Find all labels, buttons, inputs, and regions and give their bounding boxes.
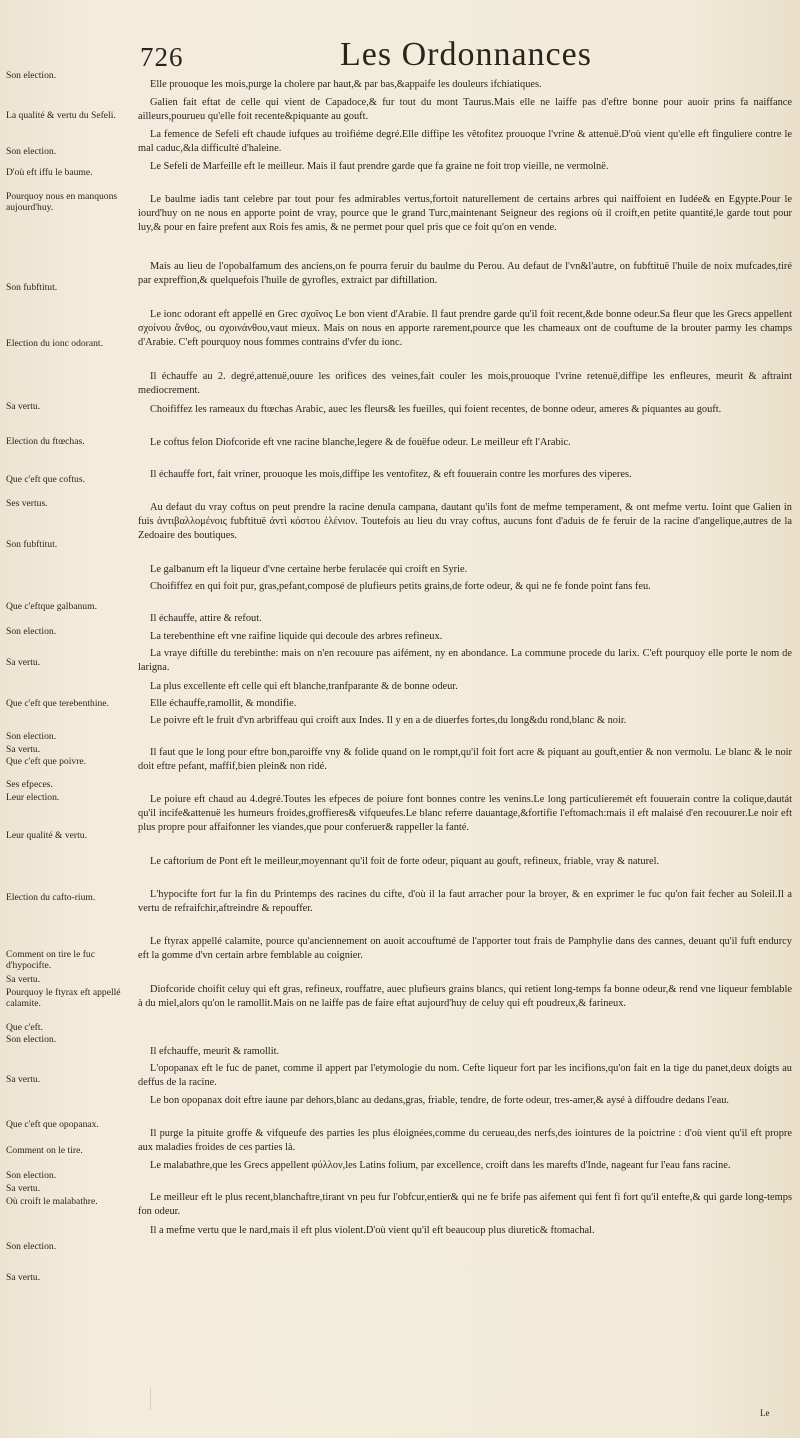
catchword: Le [760, 1408, 770, 1418]
paragraph: Le bon opopanax doit eftre iaune par dehors,blanc au dedans,gras, friable, tendre, de forte odeur, tres-amer,& aysé à diffoudre dedans l'eau. [150, 1095, 730, 1106]
margin-note: Que c'eft que poivre. [6, 756, 87, 767]
margin-note: Election du ftœchas. [6, 436, 85, 447]
paragraph: Elle échauffe,ramollit, & mondifie. [150, 698, 297, 709]
margin-note: Sa vertu. [6, 1183, 41, 1194]
margin-note: Sa vertu. [6, 657, 41, 668]
paragraph: Le caftorium de Pont eft le meilleur,moyennant qu'il foit de forte odeur, piquant au gouft, refineux, friable, vray & naturel. [150, 856, 660, 867]
paragraph: Il échauffe, attire & refout. [150, 613, 262, 624]
margin-note: La qualité & vertu du Sefeli. [6, 110, 116, 121]
paragraph: Au defaut du vray coftus on peut prendre la racine denula campana, dautant qu'ils font de mefme temperament, & ont mefme vertu. Ioint que Galien in fuis ἀντιβαλλομένοις fubftituë ἀντὶ κόστου ἑλένιον. Toutefois au lieu du vray coftus, aucuns font d'aduis de fe feruir de la racine d'angelique,autres de la Zedoaire des boutiques. [138, 502, 792, 541]
margin-note: Pourquoy le ftyrax eft appellé calamite. [6, 987, 121, 1009]
paragraph: La vraye diftille du terebinthe: mais on n'en recouure pas aifément, ny en abondance. La commune procede du larix. C'eft pourquoy elle porte le nom de larigna. [138, 648, 792, 673]
margin-note: Son election. [6, 626, 57, 637]
paper-mark [150, 1388, 157, 1410]
margin-note: Que c'eft que terebenthine. [6, 698, 109, 709]
paragraph: Le poiure eft chaud au 4.degré.Toutes les efpeces de poiure font bonnes contre les venins.Le long particulieremét eft fouuerain contre la colique,dautát qu'il incife&attenuë les humeurs froides,groffieres& vifqueufes.Le blanc referre dauantage,&fortifie l'eftomach:mais il eft malaisé d'en recouurer.Le noir eft plus propre pour affaifonner les viandes,que pour conferuer& rappeller la fanté. [138, 794, 792, 833]
margin-note: Election du cafto-rium. [6, 892, 96, 903]
paragraph: Le ftyrax appellé calamite, pource qu'anciennement on auoit accouftumé de l'apporter tout frais de Pamphylie dans des cannes, deuant qu'il fuft endurcy eft la gomme d'vn certain arbre femblable au coignier. [138, 936, 792, 961]
margin-note: Ses efpeces. [6, 779, 53, 790]
margin-note: D'où eft iffu le baume. [6, 167, 93, 178]
paragraph: Le galbanum eft la liqueur d'vne certaine herbe ferulacée qui croift en Syrie. [150, 564, 468, 575]
margin-note: Election du ionc odorant. [6, 338, 103, 349]
paragraph: Le malabathre,que les Grecs appellent φύλλον,les Latins folium, par excellence, croift dans les marefts d'Inde, nageant fur l'eau fans racine. [150, 1160, 731, 1171]
paragraph: Le poivre eft le fruit d'vn arbriffeau qui croift aux Indes. Il y en a de diuerfes fortes,du long&du rond,blanc & noir. [150, 715, 627, 726]
paragraph: Diofcoride choifit celuy qui eft gras, refineux, rouffatre, auec plufieurs grains blancs, qui retient long-temps fa bonne odeur,& rend vne liqueur femblable à du miel,alors qu'on le ramollit.Mais on ne laiffe pas de faire eftat aujourd'huy de celuy qui eft poudreux,& farineux. [138, 984, 792, 1009]
paragraph: Mais au lieu de l'opobalfamum des anciens,on fe pourra feruir du baulme du Perou. Au defaut de l'vn&l'autre, on fubftituë l'huile de noix mufcades,tiré par expreffion,& quelquefois l'huile de gyrofles, extraict par diftillation. [138, 261, 792, 286]
page-number: 726 [140, 42, 184, 72]
paragraph: Il efchauffe, meurit & ramollit. [150, 1046, 280, 1057]
main-text [138, 78, 792, 1418]
margin-notes [6, 62, 134, 1422]
paragraph: Galien fait eftat de celle qui vient de Capadoce,& fur tout du mont Taurus.Mais elle ne laiffe pas d'eftre bonne pour auoir prins fa naiffance ailleurs,pourueu qu'elle foit recente&piquante au gouft. [138, 97, 792, 122]
margin-note: Que c'eftque galbanum. [6, 601, 97, 612]
running-title: Les Ordonnances [340, 36, 592, 73]
paragraph: La plus excellente eft celle qui eft blanche,tranfparante & de bonne odeur. [150, 681, 458, 692]
margin-note: Que c'eft que opopanax. [6, 1119, 99, 1130]
paragraph: Le baulme iadis tant celebre par tout pour fes admirables vertus,fortoit naturellement de certains arbres qui naiffoient en Iudée& en Egypte.Pour le iourd'huy on ne nous en apporte point de vray, pource que le grand Turc,maintenant Seigneur des regions où il croift,en petite quantité,le garde tout pour luy,& pour en faire prefent aux Rois fes amis, & ne permet pour quel pris que ce foit qu'on en vende. [138, 194, 792, 233]
margin-note: Que c'eft que coftus. [6, 474, 85, 485]
paragraph: Le coftus felon Diofcoride eft vne racine blanche,legere & de fouëfue odeur. Le meilleur eft l'Arabic. [150, 437, 571, 448]
paragraph: La femence de Sefeli eft chaude iufques au troifiéme degré.Elle diffipe les vêtofitez prouoque l'vrine & attenuë.D'où vient qu'elle eft finguliere contre le mal caduc,&la difficulté d'haleine. [138, 129, 792, 154]
margin-note: Sa vertu. [6, 1074, 41, 1085]
margin-note: Ses vertus. [6, 498, 48, 509]
margin-note: Sa vertu. [6, 744, 41, 755]
margin-note: Son election. [6, 1034, 57, 1045]
margin-note: Son fubftitut. [6, 539, 58, 550]
margin-note: Son election. [6, 1170, 57, 1181]
paragraph: Il échauffe fort, fait vriner, prouoque les mois,diffipe les ventofitez, & eft fouuerain contre les morfures des viperes. [150, 469, 632, 480]
margin-note: Comment on le tire. [6, 1145, 83, 1156]
margin-note: Leur qualité & vertu. [6, 830, 87, 841]
margin-note: Où croift le malabathre. [6, 1196, 98, 1207]
paragraph: Il échauffe au 2. degré,attenuë,ouure les orifices des veines,fait couler les mois,prouoque l'vrine retenuë,diffipe les enfleures, meurit & aftraint mediocrement. [138, 371, 792, 396]
paragraph: Le Sefeli de Marfeille eft le meilleur. Mais il faut prendre garde que fa graine ne foit trop vieille, ne vermolnë. [150, 161, 609, 172]
margin-note: Son election. [6, 1241, 57, 1252]
margin-note: Son election. [6, 146, 57, 157]
paragraph: Il faut que le long pour eftre bon,paroiffe vny & folide quand on le rompt,qu'il foit fort acre & piquant au gouft,entier & non vermolu. Le blanc & le noir doit eftre pefant, maffif,bien plein& non ridé. [138, 747, 792, 772]
margin-note: Pourquoy nous en manquons aujourd'huy. [6, 191, 118, 213]
paragraph: Il a mefme vertu que le nard,mais il eft plus violent.D'où vient qu'il eft beaucoup plus diuretic& ftomachal. [150, 1225, 595, 1236]
margin-note: Que c'eft. [6, 1022, 43, 1033]
margin-note: Sa vertu. [6, 401, 41, 412]
margin-note: Leur election. [6, 792, 60, 803]
paragraph: Choififfez en qui foit pur, gras,pefant,composé de plufieurs petits grains,de forte odeur, & qui ne fe fonde point fans feu. [150, 581, 651, 592]
paragraph: Le meilleur eft le plus recent,blanchaftre,tirant vn peu fur l'obfcur,entier& qui ne fe brife pas aifement qui fent fi fort qu'il entefte,& qui garde long-temps fon odeur. [138, 1192, 792, 1217]
paragraph: L'opopanax eft le fuc de panet, comme il appert par l'etymologie du nom. Cefte liqueur fort par les incifions,qu'on fait en la tige du panet,deux doigts au deffus de la racine. [138, 1063, 792, 1088]
paragraph: Elle prouoque les mois,purge la cholere par haut,& par bas,&appaife les douleurs ifchiatiques. [150, 79, 542, 90]
paragraph: Choififfez les rameaux du ftœchas Arabic, auec les fleurs& les fueilles, qui foient recentes, de bonne odeur, ameres & piquantes au gouft. [150, 404, 722, 415]
margin-note: Son election. [6, 70, 57, 81]
margin-note: Comment on tire le fuc d'hypocifte. [6, 949, 95, 971]
paragraph: L'hypocifte fort fur la fin du Printemps des racines du cifte, d'où il la faut arracher pour la broyer, & en exprimer le fuc qu'on fait fecher au Soleil.Il a vertu de refraifchir,aftreindre & repouffer. [138, 889, 792, 914]
margin-note: Sa vertu. [6, 1272, 41, 1283]
margin-note: Sa vertu. [6, 974, 41, 985]
margin-note: Son election. [6, 731, 57, 742]
margin-note: Son fubftitut. [6, 282, 58, 293]
paragraph: La terebenthine eft vne raifine liquide qui decoule des arbres refineux. [150, 631, 443, 642]
paragraph: Il purge la pituite groffe & vifqueufe des parties les plus éloignées,comme du cerueau,des nerfs,des iointures de la poictrine : d'où vient qu'il eft propre aux maladies froides de ces parties là. [138, 1128, 792, 1153]
paragraph: Le ionc odorant eft appellé en Grec σχοῖνος Le bon vient d'Arabie. Il faut prendre garde qu'il foit recent,&de bonne odeur.Sa fleur que les Grecs appellent σχοίνου ἄνθος, ou σχοινάνθου,vaut mieux. Mais on nous en apporte rarement,pource que les chameaux ont de couftume de la brouter parmy les champs d'Arabie. C'eft pourquoy nous fommes contrains d'vfer du ionc. [138, 309, 792, 348]
